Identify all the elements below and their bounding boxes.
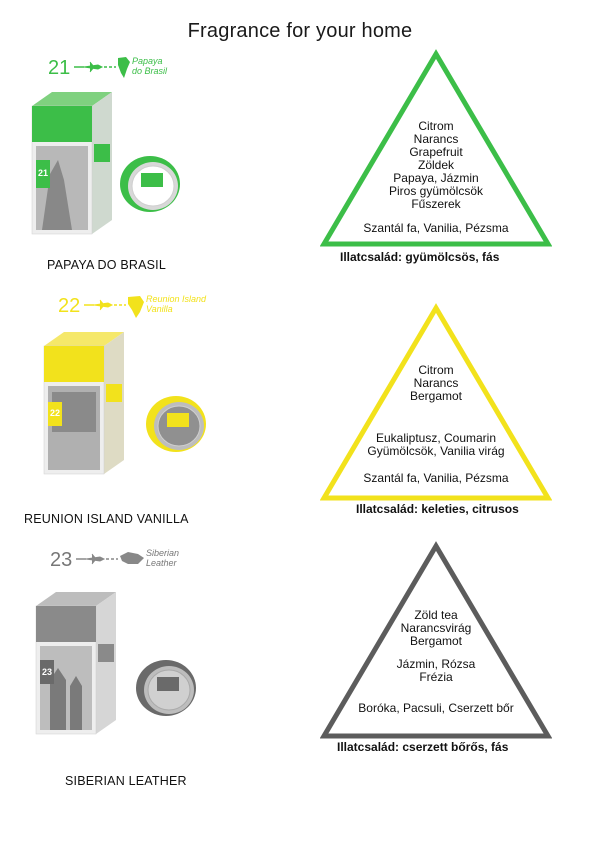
plane-icon: [84, 300, 126, 310]
south-america-map-icon: [118, 57, 130, 78]
top-note: Bergamot: [409, 389, 463, 403]
banner-name-line1: Papaya: [132, 56, 163, 66]
banner-name-line2: Vanilla: [146, 304, 173, 314]
fragrance-pyramid-papaya: [320, 48, 552, 248]
fragrance-family: Illatcsalád: cserzett bőrős, fás: [337, 740, 509, 754]
product-box: [36, 592, 116, 734]
plane-icon: [76, 554, 118, 564]
product-box: [44, 332, 124, 474]
box-number: 23: [42, 667, 53, 677]
product-name: PAPAYA DO BRASIL: [47, 258, 166, 272]
heart-note: Eukaliptusz, Coumarin: [375, 431, 497, 445]
page-title: Fragrance for your home: [187, 20, 413, 42]
top-note: Zöldek: [417, 158, 455, 172]
base-note: Szantál fa, Vanilia, Pézsma: [363, 471, 509, 485]
top-note: Citrom: [418, 119, 454, 133]
fragrance-family: Illatcsalád: keleties, citrusos: [356, 502, 519, 516]
product-box: [32, 92, 112, 234]
top-note: Bergamot: [409, 634, 463, 648]
africa-map-icon: [128, 296, 144, 318]
heart-note: Jázmin, Rózsa: [396, 657, 476, 671]
banner-number: 21: [48, 57, 71, 79]
product-image-siberian: [18, 540, 218, 750]
heart-note: Piros gyümölcsök: [388, 184, 484, 198]
heart-note: Fűszerek: [411, 197, 461, 211]
box-number: 22: [50, 408, 61, 418]
fragrance-pyramid-reunion: [320, 302, 552, 502]
heart-note: Papaya, Jázmin: [393, 171, 479, 185]
top-note: Citrom: [418, 363, 454, 377]
banner-name-line1: Reunion Island: [146, 294, 207, 304]
top-note: Zöld tea: [414, 608, 458, 622]
capsule: [146, 396, 206, 452]
banner-name-line2: do Brasil: [132, 66, 168, 76]
top-note: Narancs: [413, 132, 459, 146]
capsule: [120, 156, 180, 212]
product-name: SIBERIAN LEATHER: [65, 774, 187, 788]
base-note: Szantál fa, Vanilia, Pézsma: [363, 221, 509, 235]
top-note: Grapefruit: [409, 145, 463, 159]
banner-name-line2: Leather: [146, 558, 177, 568]
product-image-papaya: [28, 48, 208, 248]
banner-number: 23: [50, 549, 73, 571]
fragrance-family: Illatcsalád: gyümölcsös, fás: [340, 250, 500, 264]
product-name: REUNION ISLAND VANILLA: [24, 512, 189, 526]
box-number: 21: [38, 168, 49, 178]
top-note: Narancsvirág: [400, 621, 472, 635]
capsule: [136, 660, 196, 716]
top-note: Narancs: [413, 376, 459, 390]
heart-note: Frézia: [419, 670, 453, 684]
heart-note: Gyümölcsök, Vanilia virág: [367, 444, 505, 458]
base-note: Boróka, Pacsuli, Cserzett bőr: [358, 701, 514, 715]
banner-name-line1: Siberian: [146, 548, 180, 558]
fragrance-pyramid-siberian: [320, 540, 552, 740]
product-image-reunion: [28, 288, 218, 488]
russia-map-icon: [120, 552, 144, 564]
plane-icon: [74, 62, 116, 72]
banner-number: 22: [58, 295, 81, 317]
